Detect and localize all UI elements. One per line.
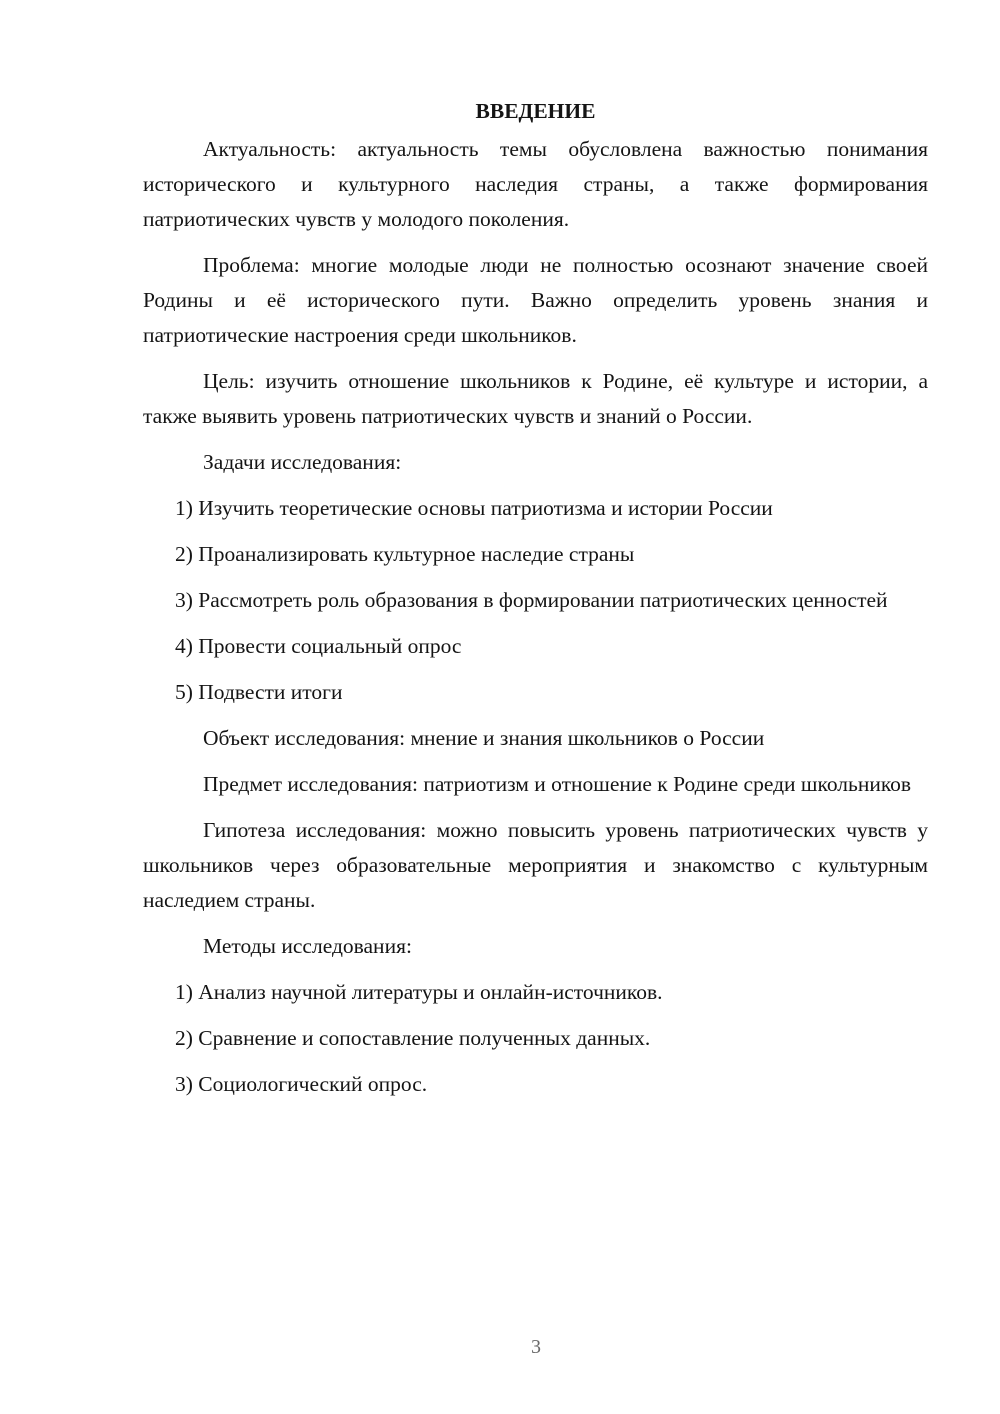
- task-item: 2) Проанализировать культурное наследие страны: [175, 542, 635, 566]
- method-item: 1) Анализ научной литературы и онлайн-источников.: [175, 980, 663, 1004]
- problem-paragraph: Проблема: многие молодые люди не полностью осознают значение своей Родины и её исторического пути. Важно определить уровень знания и патриотические настроения среди школьников.: [143, 253, 928, 347]
- hypothesis-paragraph: Гипотеза исследования: можно повысить уровень патриотических чувств у школьников через образовательные мероприятия и знакомство с культурным наследием страны.: [143, 818, 928, 912]
- subject-paragraph: Предмет исследования: патриотизм и отношение к Родине среди школьников: [203, 772, 912, 796]
- task-item: 1) Изучить теоретические основы патриотизма и истории России: [175, 496, 773, 520]
- goal-paragraph: Цель: изучить отношение школьников к Родине, её культуре и истории, а также выявить уровень патриотических чувств и знаний о России.: [143, 369, 928, 428]
- task-item: 3) Рассмотреть роль образования в формировании патриотических ценностей: [175, 588, 888, 612]
- method-item: 3) Социологический опрос.: [175, 1072, 428, 1096]
- object-paragraph: Объект исследования: мнение и знания школьников о России: [203, 726, 765, 750]
- page-number: 3: [531, 1336, 541, 1358]
- relevance-paragraph: Актуальность: актуальность темы обусловлена важностью понимания исторического и культурного наследия страны, а также формирования патриотических чувств у молодого поколения.: [143, 137, 928, 231]
- method-item: 2) Сравнение и сопоставление полученных данных.: [175, 1026, 651, 1050]
- task-item: 4) Провести социальный опрос: [175, 634, 462, 658]
- tasks-label: Задачи исследования:: [203, 450, 402, 474]
- methods-label: Методы исследования:: [203, 934, 412, 958]
- task-item: 5) Подвести итоги: [175, 680, 343, 704]
- document-body: [143, 96, 928, 1113]
- section-heading: ВВЕДЕНИЕ: [475, 99, 596, 123]
